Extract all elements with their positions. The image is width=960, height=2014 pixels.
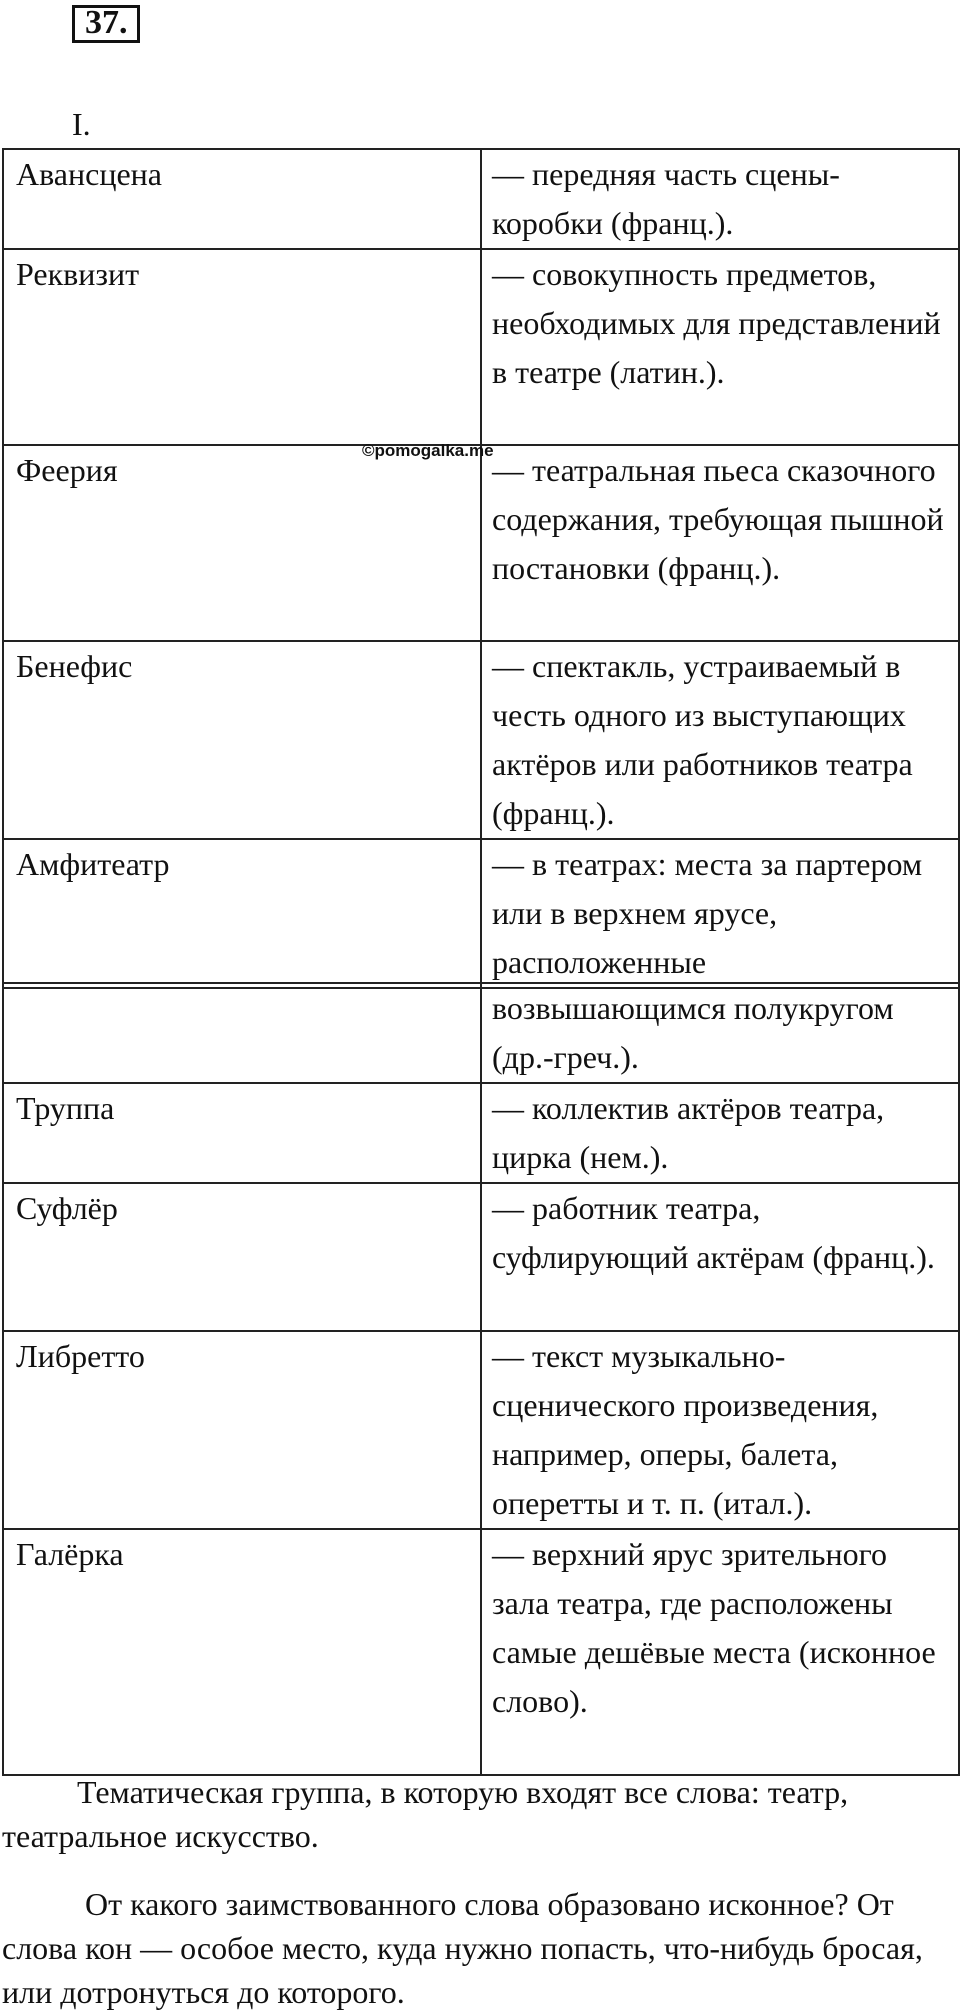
definition-cell: — совокупность предметов, необходимых для представлений в театре (латин.). bbox=[481, 249, 959, 445]
term-cell: Амфитеатр bbox=[3, 839, 481, 988]
definition-cell: — работник театра, суфлирующий актёрам (франц.). bbox=[481, 1183, 959, 1331]
table-row bbox=[3, 641, 959, 839]
table-row bbox=[3, 1331, 959, 1529]
term-cell: Галёрка bbox=[3, 1529, 481, 1775]
term-cell: Либретто bbox=[3, 1331, 481, 1529]
table-row bbox=[3, 1529, 959, 1775]
paragraph-thematic-group: Тематическая группа, в которую входят все слова: театр, театральное искусство. bbox=[2, 1774, 849, 1854]
definition-cell: — коллектив актёров театра, цирка (нем.). bbox=[481, 1083, 959, 1183]
vocabulary-table-part-2 bbox=[2, 982, 960, 1776]
exercise-number: 37. bbox=[72, 5, 140, 43]
definition-cell: — в театрах: места за партером или в верхнем ярусе, расположенные bbox=[481, 839, 959, 988]
term-cell: Авансцена bbox=[3, 149, 481, 249]
definition-cell: возвышающимся полукругом (др.-греч.). bbox=[481, 983, 959, 1083]
watermark: ©pomogalka.me bbox=[362, 441, 494, 460]
table-row bbox=[3, 149, 959, 249]
definition-cell: — передняя часть сцены-коробки (франц.). bbox=[481, 149, 959, 249]
vocabulary-table-part-1 bbox=[2, 148, 960, 989]
definition-cell: — верхний ярус зрительного зала театра, где расположены самые дешёвые места (исконное слово). bbox=[481, 1529, 959, 1775]
term-cell: Реквизит bbox=[3, 249, 481, 445]
table-row bbox=[3, 249, 959, 445]
term-cell bbox=[3, 983, 481, 1083]
definition-cell: — текст музыкально-сценического произведения, например, оперы, балета, оперетты и т. п. (итал.). bbox=[481, 1331, 959, 1529]
term-cell: Феерия bbox=[3, 445, 481, 641]
table-row bbox=[3, 839, 959, 988]
table-row bbox=[3, 983, 959, 1083]
table-row bbox=[3, 445, 959, 641]
table-row bbox=[3, 1183, 959, 1331]
table-row bbox=[3, 1083, 959, 1183]
term-cell: Бенефис bbox=[3, 641, 481, 839]
section-label: I. bbox=[72, 106, 91, 142]
definition-cell: — театральная пьеса сказочного содержания, требующая пышной постановки (франц.). bbox=[481, 445, 959, 641]
term-cell: Труппа bbox=[3, 1083, 481, 1183]
paragraph-native-word: От какого заимствованного слова образовано исконное? От слова кон — особое место, куда нужно попасть, что-нибудь бросая, или дотронуться до которого. bbox=[2, 1886, 923, 2010]
term-cell: Суфлёр bbox=[3, 1183, 481, 1331]
definition-cell: — спектакль, устраиваемый в честь одного из выступающих актёров или работников театра (франц.). bbox=[481, 641, 959, 839]
